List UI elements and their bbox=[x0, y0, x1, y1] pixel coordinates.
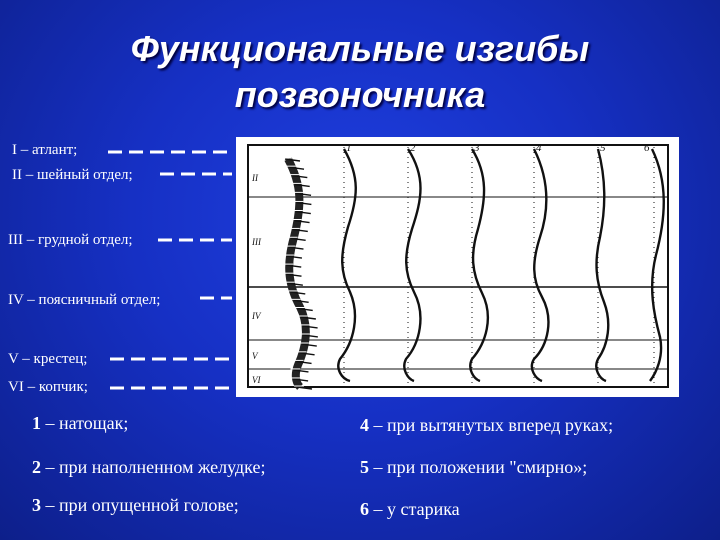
row-numeral-III: III bbox=[252, 237, 261, 247]
row-numeral-IV: IV bbox=[252, 311, 261, 321]
column-number-1: 1 bbox=[346, 142, 352, 154]
spine-figure bbox=[236, 137, 679, 397]
legend-item-2: 2 – при наполненном желудке; bbox=[32, 457, 266, 477]
column-number-6: 6 bbox=[644, 142, 650, 154]
spine-curve-6 bbox=[650, 149, 664, 381]
title-line-2: позвоночника bbox=[234, 74, 486, 115]
column-number-4: 4 bbox=[536, 142, 542, 154]
row-numeral-II: II bbox=[252, 173, 258, 183]
row-numeral-VI: VI bbox=[252, 375, 261, 385]
section-label-coccyx: VI – копчик; bbox=[8, 379, 88, 395]
column-number-3: 3 bbox=[474, 142, 480, 154]
section-label-cervical: II – шейный отдел; bbox=[12, 167, 133, 183]
spine-curve-3 bbox=[470, 149, 488, 381]
figure-frame bbox=[248, 145, 668, 387]
spine-curve-1 bbox=[338, 149, 355, 381]
row-numeral-V: V bbox=[252, 351, 258, 361]
legend-item-4: 4 – при вытянутых вперед руках; bbox=[360, 415, 614, 435]
legend-item-6: 6 – у старика bbox=[360, 499, 460, 519]
column-number-5: 5 bbox=[600, 142, 606, 154]
section-label-thoracic: III – грудной отдел; bbox=[8, 232, 133, 248]
vertebral-column-drawing bbox=[282, 158, 318, 389]
section-label-sacrum: V – крестец; bbox=[8, 351, 88, 367]
legend-item-5: 5 – при положении "смирно»; bbox=[360, 457, 588, 477]
spine-curve-2 bbox=[404, 149, 420, 381]
spine-curve-5 bbox=[596, 149, 608, 381]
section-label-atlas: I – атлант; bbox=[12, 142, 78, 158]
legend-item-1: 1 – натощак; bbox=[32, 413, 129, 433]
legend-item-3: 3 – при опущенной голове; bbox=[32, 495, 239, 515]
spine-curve-4 bbox=[532, 149, 549, 381]
section-label-lumbar: IV – поясничный отдел; bbox=[8, 292, 161, 308]
title-line-1: Функциональные изгибы bbox=[130, 28, 590, 69]
spine-figure-svg bbox=[236, 137, 679, 397]
column-number-2: 2 bbox=[410, 142, 416, 154]
